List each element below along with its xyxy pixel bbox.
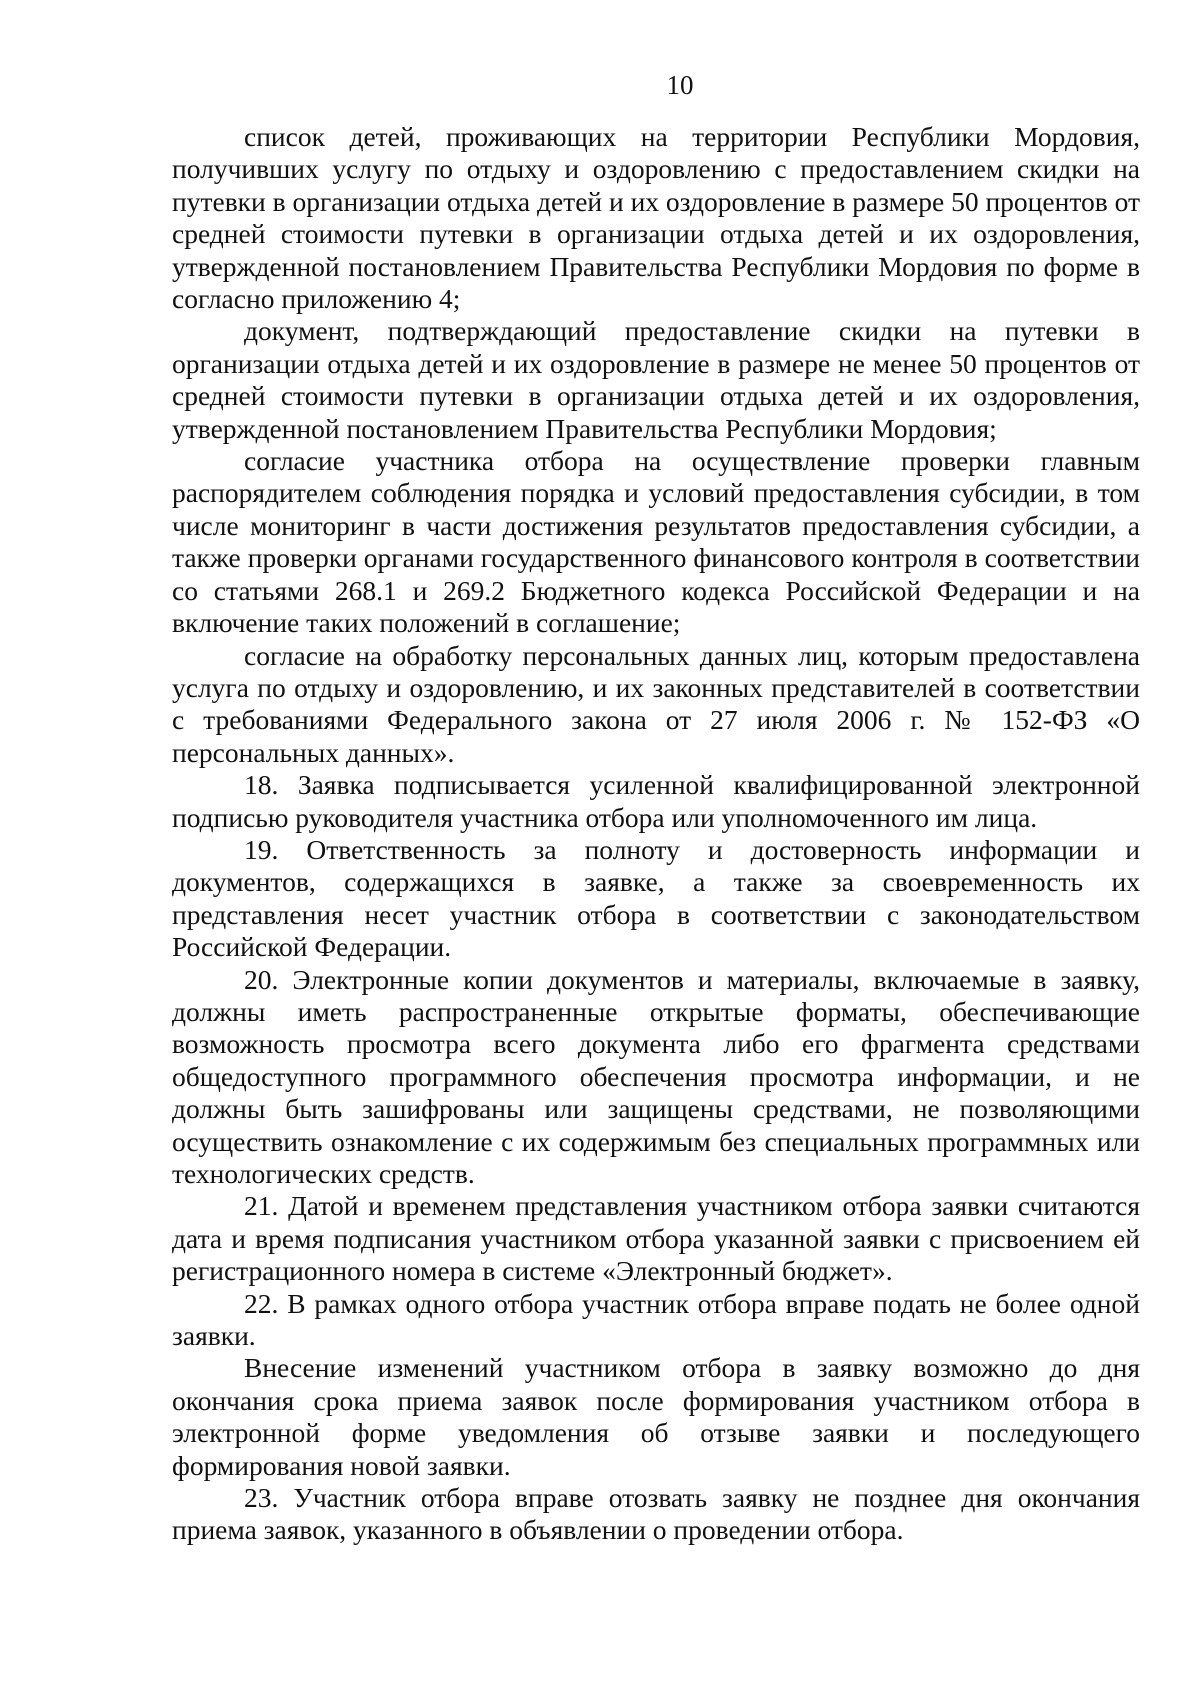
paragraph-inspection-consent: согласие участника отбора на осуществление проверки главным распорядителем соблюдения порядка и условий предоставления субсидии, в том числе мониторинг в части достижения результатов предоставления субсидии, а также проверки органами государственного финансового контроля в соответствии со статьями 268.1 и 269.2 Бюджетного кодекса Российской Федерации и на включение таких положений в соглашение; xyxy=(172,445,1140,639)
paragraph-changes: Внесение изменений участником отбора в заявку возможно до дня окончания срока приема заявок после формирования участником отбора в электронной форме уведомления об отзыве заявки и последующего формирования новой заявки. xyxy=(172,1352,1140,1481)
document-body xyxy=(172,121,1140,1547)
paragraph-discount-document: документ, подтверждающий предоставление скидки на путевки в организации отдыха детей и их оздоровление в размере не менее 50 процентов от средней стоимости путевки в организации отдыха детей и их оздоровления, утвержденной постановлением Правительства Республики Мордовия; xyxy=(172,315,1140,444)
paragraph-22: 22. В рамках одного отбора участник отбора вправе подать не более одной заявки. xyxy=(172,1287,1140,1352)
page-number: 10 xyxy=(666,70,694,100)
paragraph-children-list: список детей, проживающих на территории Республики Мордовия, получивших услугу по отдыху и оздоровлению с предоставлением скидки на путевки в организации отдыха детей и их оздоровление в размере 50 процентов от средней стоимости путевки в организации отдыха детей и их оздоровления, утвержденной постановлением Правительства Республики Мордовия по форме в согласно приложению 4; xyxy=(172,121,1140,315)
paragraph-personal-data-consent: согласие на обработку персональных данных лиц, которым предоставлена услуга по отдыху и оздоровлению, и их законных представителей в соответствии с требованиями Федерального закона от 27 июля 2006 г. № 152-ФЗ «О персональных данных». xyxy=(172,639,1140,768)
paragraph-18: 18. Заявка подписывается усиленной квалифицированной электронной подписью руководителя участника отбора или уполномоченного им лица. xyxy=(172,769,1140,833)
paragraph-19: 19. Ответственность за полноту и достоверность информации и документов, содержащихся в заявке, а также за своевременность их представления несет участник отбора в соответствии с законодательством Российской Федерации. xyxy=(172,833,1140,963)
paragraph-20: 20. Электронные копии документов и материалы, включаемые в заявку, должны иметь распространенные открытые форматы, обеспечивающие возможность просмотра всего документа либо его фрагмента средствами общедоступного программного обеспечения просмотра информации, и не должны быть зашифрованы или защищены средствами, не позволяющими осуществить ознакомление с их содержимым без специальных программных или технологических средств. xyxy=(172,963,1140,1189)
paragraph-23: 23. Участник отбора вправе отозвать заявку не позднее дня окончания приема заявок, указанного в объявлении о проведении отбора. xyxy=(172,1482,1140,1546)
paragraph-21: 21. Датой и временем представления участником отбора заявки считаются дата и время подписания участником отбора указанной заявки с присвоением ей регистрационного номера в системе «Электронный бюджет». xyxy=(172,1190,1140,1287)
